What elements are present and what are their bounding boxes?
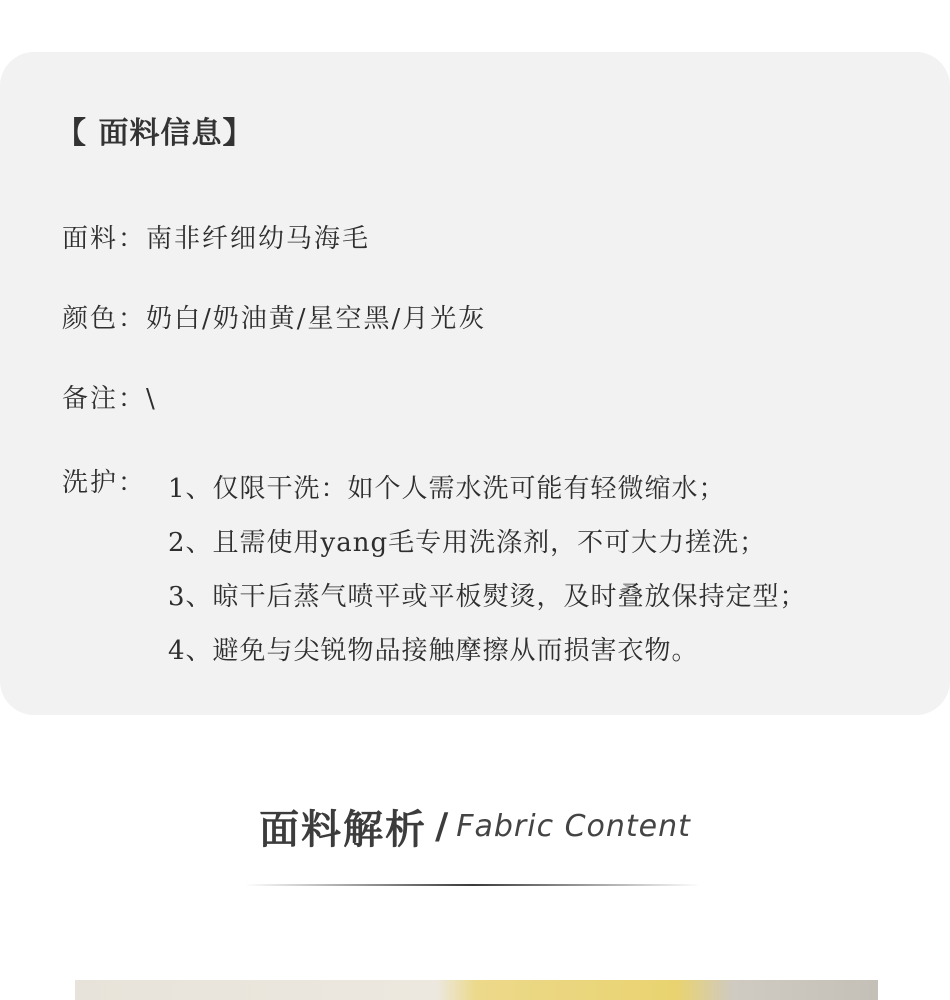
fabric-note-line: 备注：\ [62,384,157,414]
care-label: 洗护： [62,468,147,498]
care-item: 3、晾干后蒸气喷平或平板熨烫，及时叠放保持定型； [168,582,807,612]
heading-title-cn: 面料解析 [259,807,428,853]
heading-divider [245,884,700,886]
fabric-color-line: 颜色：奶白/奶油黄/星空黑/月光灰 [62,304,487,334]
care-instructions-list [168,462,807,678]
fabric-info-title: 【 面料信息】 [56,116,254,151]
care-item: 4、避免与尖锐物品接触摩擦从而损害衣物。 [168,636,699,666]
fabric-analysis-heading [0,798,950,855]
heading-separator: / [435,806,449,847]
care-item: 2、且需使用yang毛专用洗涤剂，不可大力搓洗； [168,528,767,558]
fabric-material-line: 面料：南非纤细幼马海毛 [62,224,371,254]
care-item: 1、仅限干洗：如个人需水洗可能有轻微缩水； [168,474,726,504]
fabric-photo [75,980,878,1000]
heading-title-en: Fabric Content [456,809,691,844]
